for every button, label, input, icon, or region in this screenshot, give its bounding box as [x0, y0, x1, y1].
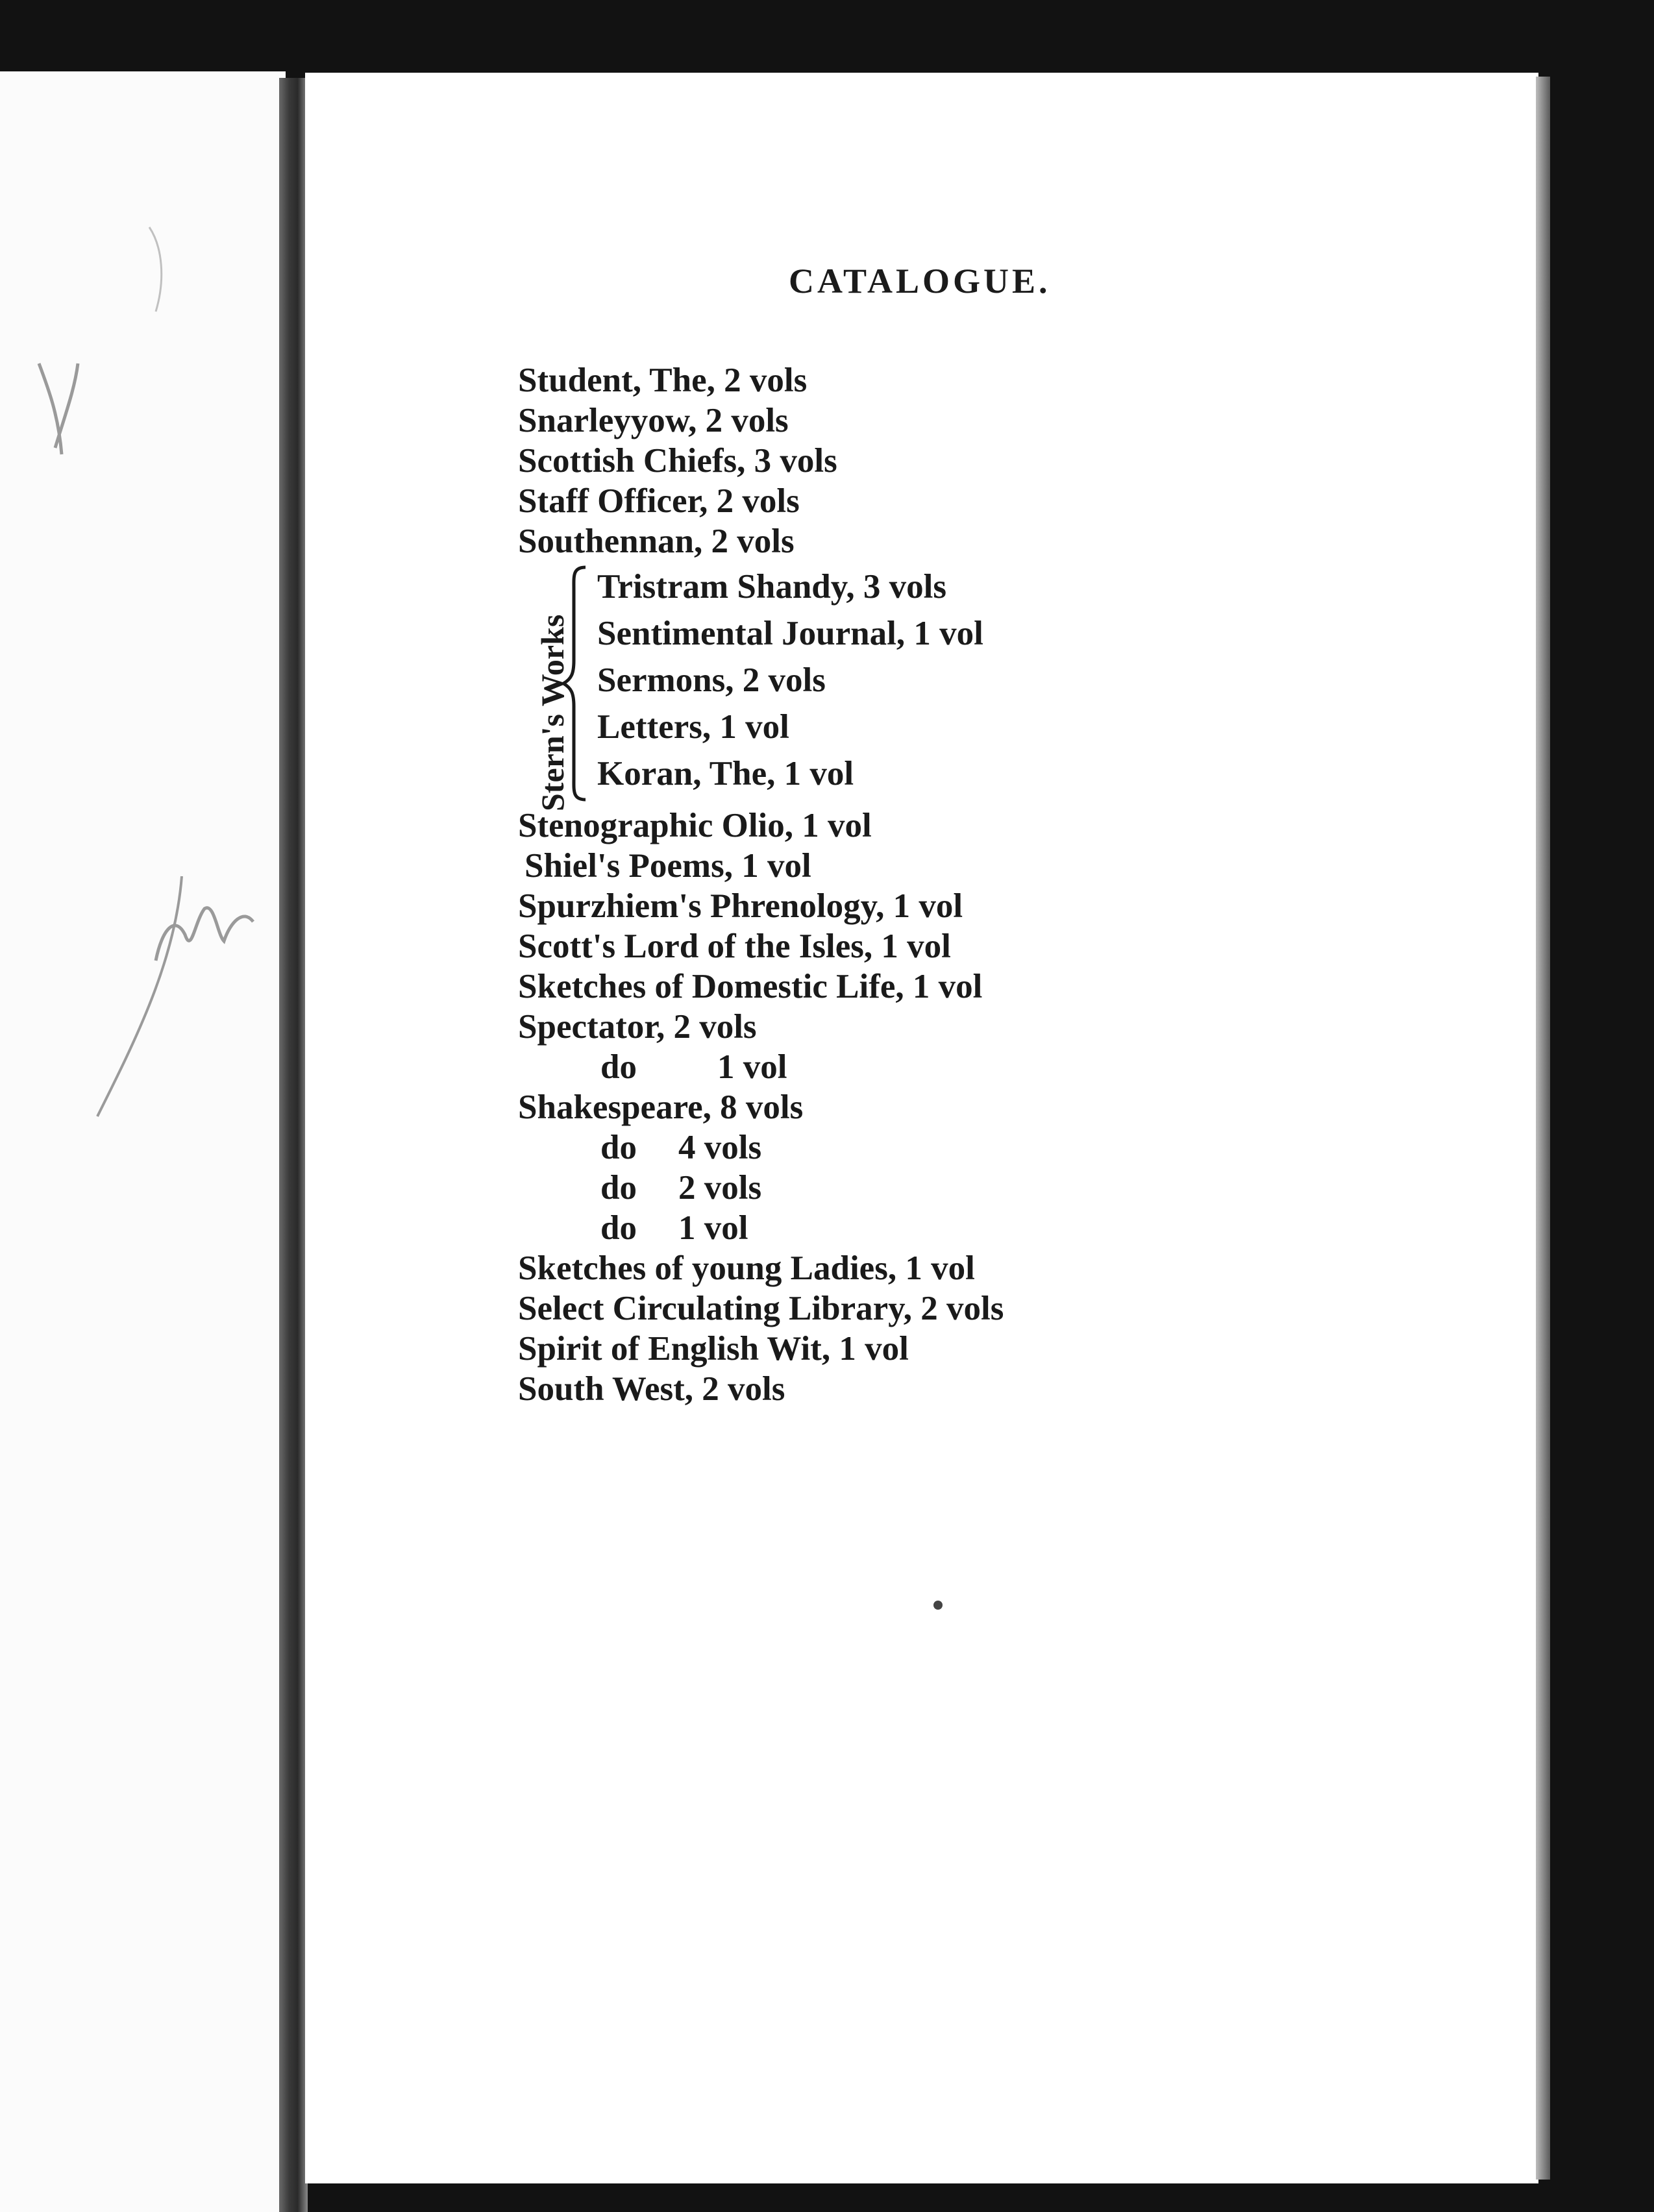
- catalogue-entry: Sketches of Domestic Life, 1 vol: [518, 968, 983, 1005]
- book-spine: [279, 78, 308, 2212]
- ditto-volumes: 2 vols: [678, 1169, 762, 1207]
- catalogue-entry: Select Circulating Library, 2 vols: [518, 1290, 1004, 1327]
- group-entry: Koran, The, 1 vol: [597, 755, 854, 793]
- catalogue-entry: Scott's Lord of the Isles, 1 vol: [518, 928, 951, 965]
- catalogue-entry: Southennan, 2 vols: [518, 522, 795, 560]
- catalogue-entry: Stenographic Olio, 1 vol: [518, 807, 872, 844]
- ditto-mark: do: [600, 1129, 637, 1166]
- catalogue-entry: Spirit of English Wit, 1 vol: [518, 1330, 909, 1368]
- group-label: Stern's Works: [534, 614, 571, 811]
- ditto-mark: do: [600, 1209, 637, 1247]
- catalogue-entry: Spurzhiem's Phrenology, 1 vol: [518, 887, 963, 925]
- ditto-volumes: 1 vol: [717, 1048, 787, 1086]
- group-entry: Letters, 1 vol: [597, 708, 789, 746]
- ditto-volumes: 4 vols: [678, 1129, 762, 1166]
- page-heading: CATALOGUE.: [789, 262, 1051, 301]
- ditto-mark: do: [600, 1048, 637, 1086]
- ink-speck: [933, 1601, 943, 1610]
- page-edge: [1536, 77, 1550, 2180]
- catalogue-entry: Shakespeare, 8 vols: [518, 1088, 804, 1126]
- right-page: [305, 73, 1538, 2183]
- curly-brace-icon: [560, 563, 592, 804]
- catalogue-entry: Spectator, 2 vols: [518, 1008, 757, 1046]
- catalogue-entry: Snarleyyow, 2 vols: [518, 402, 789, 439]
- catalogue-entry: South West, 2 vols: [518, 1370, 785, 1408]
- group-entry: Sermons, 2 vols: [597, 661, 826, 699]
- ditto-mark: do: [600, 1169, 637, 1207]
- catalogue-entry: Staff Officer, 2 vols: [518, 482, 800, 520]
- catalogue-entry: Scottish Chiefs, 3 vols: [518, 442, 837, 480]
- group-entry: Tristram Shandy, 3 vols: [597, 568, 946, 606]
- catalogue-entry: Student, The, 2 vols: [518, 362, 808, 399]
- catalogue-entry: Sketches of young Ladies, 1 vol: [518, 1249, 975, 1287]
- ditto-volumes: 1 vol: [678, 1209, 748, 1247]
- handwritten-pencil-marks: [0, 0, 305, 2212]
- catalogue-entry: Shiel's Poems, 1 vol: [525, 847, 811, 885]
- group-entry: Sentimental Journal, 1 vol: [597, 615, 983, 652]
